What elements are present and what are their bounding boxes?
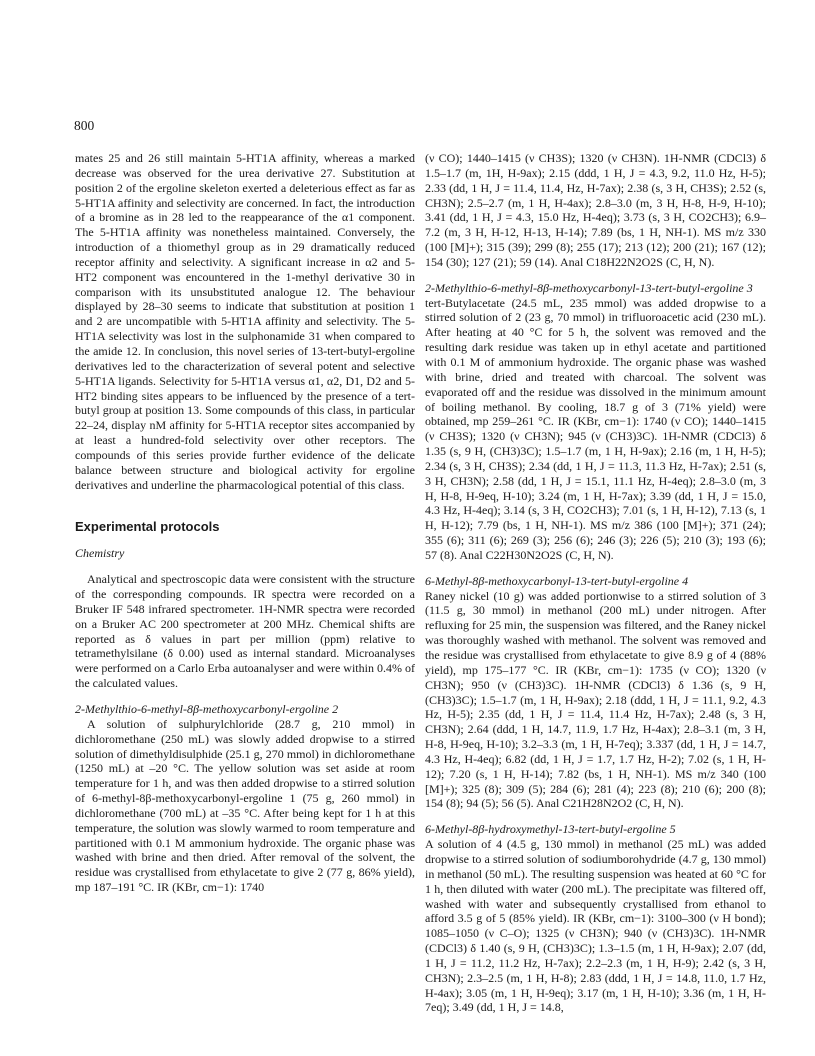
right-column — [425, 151, 766, 1015]
section-title: Experimental protocols — [75, 519, 220, 535]
page-number: 800 — [74, 118, 95, 133]
compound-2-paragraph: A solution of sulphurylchloride (28.7 g, 210 mmol) in dichloromethane (250 mL) was slowly added dropwise to a stirred solution of dimethyldisulphide (25.1 g, 270 mmol) in dichloromethane (1250 mL) at –20 °C. The yellow solution was set aside at room temperature for 1 h, and was then added dropwise to a stirred solution of 6-methyl-8β-methoxycarbonyl-ergoline 1 (75 g, 260 mmol) in dichloromethane (700 mL) at –35 °C. After being kept for 1 h at this temperature, the solution was slowly warmed to room temperature and partitioned with 0.1 M ammonium hydroxide. The organic phase was washed with brine and then dried. After removal of the solvent, the residue was crystallised from ethylacetate to give 2 (77 g, 86% yield), mp 187–191 °C. IR (KBr, cm−1): 1740 — [75, 716, 415, 895]
compound-4-paragraph: Raney nickel (10 g) was added portionwise to a stirred solution of 3 (11.5 g, 30 mmol) in methanol (200 mL) under nitrogen. After refluxing for 25 min, the suspension was filtered, and the Raney nickel was thoroughly washed with methanol. The solvent was removed and the residue was crystallised from ethylacetate to give 8.9 g of 4 (88% yield), mp 175–177 °C. IR (KBr, cm−1): 1735 (ν CO); 1320 (ν CH3N); 950 (ν (CH3)3C). 1H-NMR (CDCl3) δ 1.36 (s, 9 H, (CH3)3C); 1.5–1.7 (m, 1 H, H-9ax); 2.18 (ddd, 1 H, J = 11.1, 9.2, 4.3 Hz, H-5); 2.35 (dd, 1 H, J = 11.4, 11.4 Hz, H-7ax); 2.48 (s, 3 H, CH3N); 2.64 (ddd, 1 H, 14.7, 11.9, 1.7 Hz, H-4ax); 2.8–3.1 (m, 3 H, H-8, H-9eq, H-10); 3.2–3.3 (m, 1 H, H-7eq); 3.337 (dd, 1 H, J = 14.7, 4.3 Hz, H-4eq); 6.82 (dd, 1 H, J = 1.7, 1.7 Hz, H-2); 7.02 (s, 1 H, H-12); 7.20 (s, 1 H, H-14); 7.82 (bs, 1 H, NH-1). MS m/z 340 (100 [M]+); 325 (8); 309 (5); 284 (6); 281 (4); 223 (8); 210 (6); 200 (8); 154 (8); 94 (5); 56 (5). Anal C21H28N2O2 (C, H, N). — [425, 588, 766, 811]
compound-4-title: 6-Methyl-8β-methoxycarbonyl-13-tert-butyl-ergoline 4 — [425, 573, 689, 588]
left-column — [75, 151, 415, 895]
compound-2-title: 2-Methylthio-6-methyl-8β-methoxycarbonyl-ergoline 2 — [75, 702, 339, 716]
subsection-title: Chemistry — [75, 546, 125, 561]
compound-5-title: 6-Methyl-8β-hydroxymethyl-13-tert-butyl-ergoline 5 — [425, 822, 676, 837]
compound-3-title: 2-Methylthio-6-methyl-8β-methoxycarbonyl-13-tert-butyl-ergoline 3 — [425, 280, 753, 295]
discussion-paragraph: mates 25 and 26 still maintain 5-HT1A affinity, whereas a marked decrease was observed for the urea derivative 27. Substitution at position 2 of the ergoline skeleton exerted a deleterious effect as far as 5-HT1A affinity and selectivity are concerned. In fact, the introduction of a bromine as in 28 led to the reappearance of the α1 component. The 5-HT1A affinity was nonetheless maintained. Conversely, the introduction of a thiomethyl group as in 29 dramatically reduced receptor affinity and selectivity. A significant increase in α2 and 5-HT2 component was encountered in the 1-methyl derivative 30 in comparison with its unsubstituted analogue 12. The behaviour displayed by 28–30 seems to indicate that substitution at position 1 and 2 are uncompatible with 5-HT1A affinity and selectivity. The 5-HT1A selectivity was lost in the sulphonamide 31 when compared to the amide 12. In conclusion, this novel series of 13-tert-butyl-ergoline derivatives led to the characterization of several potent and selective 5-HT1A ligands. Selectivity for 5-HT1A versus α1, α2, D1, D2 and 5-HT2 binding sites appears to be influenced by the presence of a tert-butyl group at position 13. Some compounds of this class, in particular 22–24, display nM affinity for 5-HT1A receptor sites accompanied by at least a hundred-fold selectivity over other receptors. The compounds of this series provide further evidence of the delicate balance between structure and biological activity for ergoline derivatives and underline the pharmacological potential of this class. — [75, 151, 415, 492]
compound-3-paragraph: tert-Butylacetate (24.5 mL, 235 mmol) was added dropwise to a stirred solution of 2 (23 g, 70 mmol) in trifluoroacetic acid (230 mL). After heating at 40 °C for 5 h, the solvent was removed and the resulting dark residue was taken up in ethyl acetate and partitioned with 0.1 M of ammonium hydroxide. The organic phase was washed with brine, dried and treated with charcoal. The solvent was evaporated off and the residue was dissolved in the minimum amount of boiling methanol. By cooling, 18.7 g of 3 (71% yield) were obtained, mp 259–261 °C. IR (KBr, cm−1): 1740 (ν CO); 1440–1415 (ν CH3S); 1320 (ν CH3N); 945 (ν (CH3)3C). 1H-NMR (CDCl3) δ 1.35 (s, 9 H, (CH3)3C); 1.5–1.7 (m, 1 H, H-9ax); 2.16 (m, 1 H, H-5); 2.34 (s, 3 H, CH3S); 2.34 (dd, 1 H, J = 11.3, 11.3 Hz, H-7ax); 2.51 (s, 3 H, CH3N); 2.58 (dd, 1 H, J = 15.1, 11.1 Hz, H-4eq); 2.8–3.0 (m, 3 H, H-8, H-9eq, H-10); 3.24 (m, 1 H, H-7ax); 3.39 (dd, 1 H, J = 15.0, 4.3 Hz, H-4eq); 3.14 (s, 3 H, CO2CH3); 7.01 (s, 1 H, H-12), 7.13 (s, 1 H, H-12); 7.79 (bs, 1 H, NH-1). MS m/z 386 (100 [M]+); 371 (24); 355 (6); 311 (6); 269 (3); 256 (6); 246 (3); 226 (5); 210 (3); 193 (6); 57 (8). Anal C22H30N2O2S (C, H, N). — [425, 295, 766, 562]
compound-2-continued-paragraph: (ν CO); 1440–1415 (ν CH3S); 1320 (ν CH3N). 1H-NMR (CDCl3) δ 1.5–1.7 (m, 1H, H-9ax); 2.15 (ddd, 1 H, J = 4.3, 9.2, 11.0 Hz, H-5); 2.33 (dd, 1 H, J = 11.4, 11.4, Hz, H-7ax); 2.38 (s, 3 H, CH3S); 2.52 (s, CH3N); 2.5–2.7 (m, 1 H, H-4ax); 2.8–3.0 (m, 3 H, H-8, H-9, H-10); 3.41 (dd, 1 H, J = 4.3, 15.0 Hz, H-4eq); 3.73 (s, 3 H, CO2CH3); 6.9–7.2 (m, 3 H, H-12, H-13, H-14); 7.89 (bs, 1 H, NH-1). MS m/z 330 (100 [M]+); 315 (39); 299 (8); 255 (17); 213 (12); 200 (21); 167 (12); 154 (30); 127 (21); 59 (14). Anal C18H22N2O2S (C, H, N). — [425, 151, 766, 269]
compound-5-paragraph: A solution of 4 (4.5 g, 130 mmol) in methanol (25 mL) was added dropwise to a stirred solution of sodiumborohydride (4.7 g, 130 mmol) in methanol (50 mL). The resulting suspension was heated at 60 °C for 1 h, then diluted with water (200 mL). The precipitate was filtered off, washed with water and subsequently crystallised from ethanol to afford 3.5 g of 5 (85% yield). IR (KBr, cm−1): 3100–300 (ν H bond); 1085–1050 (ν C–O); 1325 (ν CH3N); 940 (ν (CH3)3C). 1H-NMR (CDCl3) δ 1.40 (s, 9 H, (CH3)3C); 1.3–1.5 (m, 1 H, H-9ax); 2.07 (dd, 1 H, J = 11.2, 11.2 Hz, H-7ax); 2.2–2.3 (m, 1 H, H-9); 2.42 (s, 3 H, CH3N); 2.3–2.5 (m, 1 H, H-8); 2.83 (ddd, 1 H, J = 14.8, 11.0, 1.7 Hz, H-4ax); 3.05 (m, 1 H, H-9eq); 3.17 (m, 1 H, H-10); 3.36 (m, 1 H, H-7eq); 3.49 (dd, 1 H, J = 14.8, — [425, 837, 766, 1015]
chemistry-intro-paragraph: Analytical and spectroscopic data were consistent with the structure of the corresponding compounds. IR spectra were recorded on a Bruker IF 548 infrared spectrometer. 1H-NMR spectra were recorded on a Bruker AC 200 spectrometer at 200 MHz. Chemical shifts are reported as δ values in part per million (ppm) relative to tetramethylsilane (δ 0.00) used as internal standard. Microanalyses were performed on a Carlo Erba autoanalyser and were within 0.4% of the calculated values. — [75, 572, 415, 691]
